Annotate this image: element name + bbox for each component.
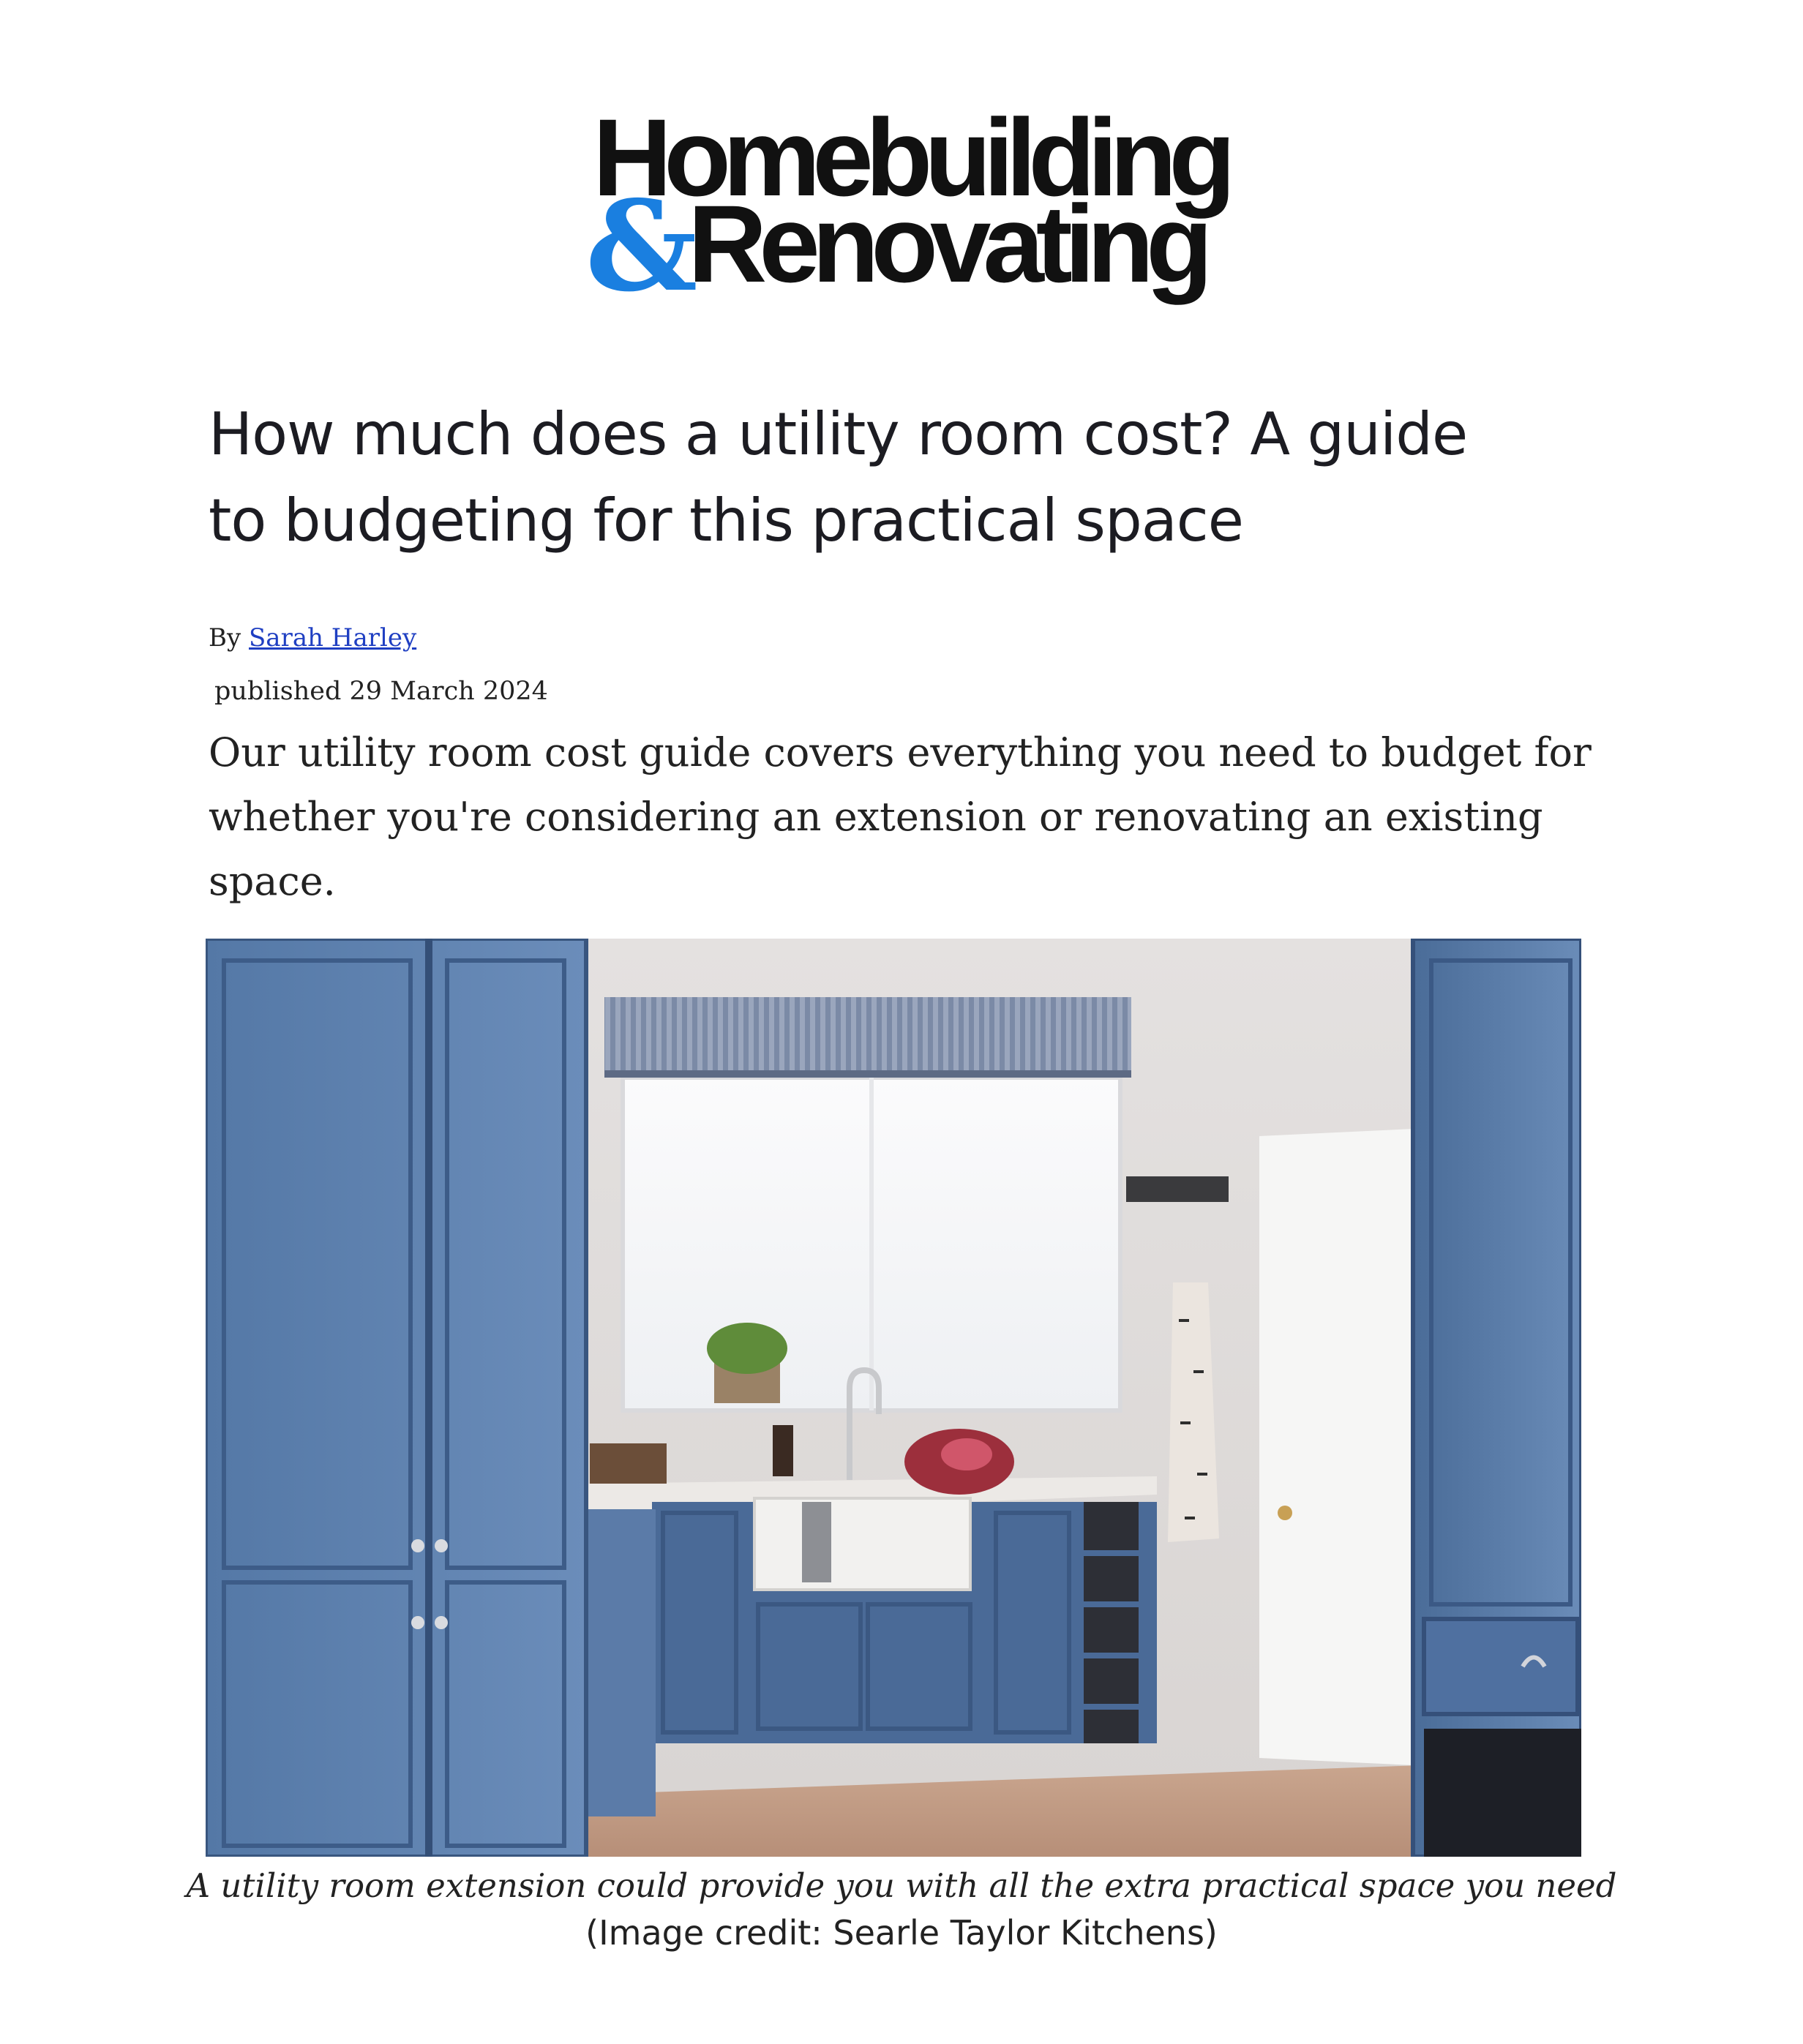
article-headline <box>209 391 1599 564</box>
image-caption: A utility room extension could provide you with all the extra practical space you need <box>186 1866 1617 1905</box>
headline-line-1: How much does a utility room cost? A guide <box>209 400 1468 468</box>
logo-ampersand: & <box>585 173 698 320</box>
standfirst-line-3: space. <box>209 858 336 904</box>
logo-text-homebuilding: Homebuilding <box>593 96 1228 219</box>
standfirst-line-1: Our utility room cost guide covers everything you need to budget for <box>209 729 1592 775</box>
author-link[interactable]: Sarah Harley <box>249 623 417 653</box>
logo-text-renovating: Renovating <box>688 182 1205 305</box>
hero-image <box>206 939 1581 1857</box>
headline-line-2: to budgeting for this practical space <box>209 486 1243 555</box>
standfirst-line-2: whether you're considering an extension or renovating an existing <box>209 794 1543 840</box>
site-logo[interactable] <box>585 96 1228 320</box>
image-credit: (Image credit: Searle Taylor Kitchens) <box>585 1913 1218 1953</box>
publish-date: published 29 March 2024 <box>214 677 548 706</box>
byline <box>209 623 416 653</box>
article-standfirst <box>209 721 1599 914</box>
byline-prefix: By <box>209 623 241 653</box>
